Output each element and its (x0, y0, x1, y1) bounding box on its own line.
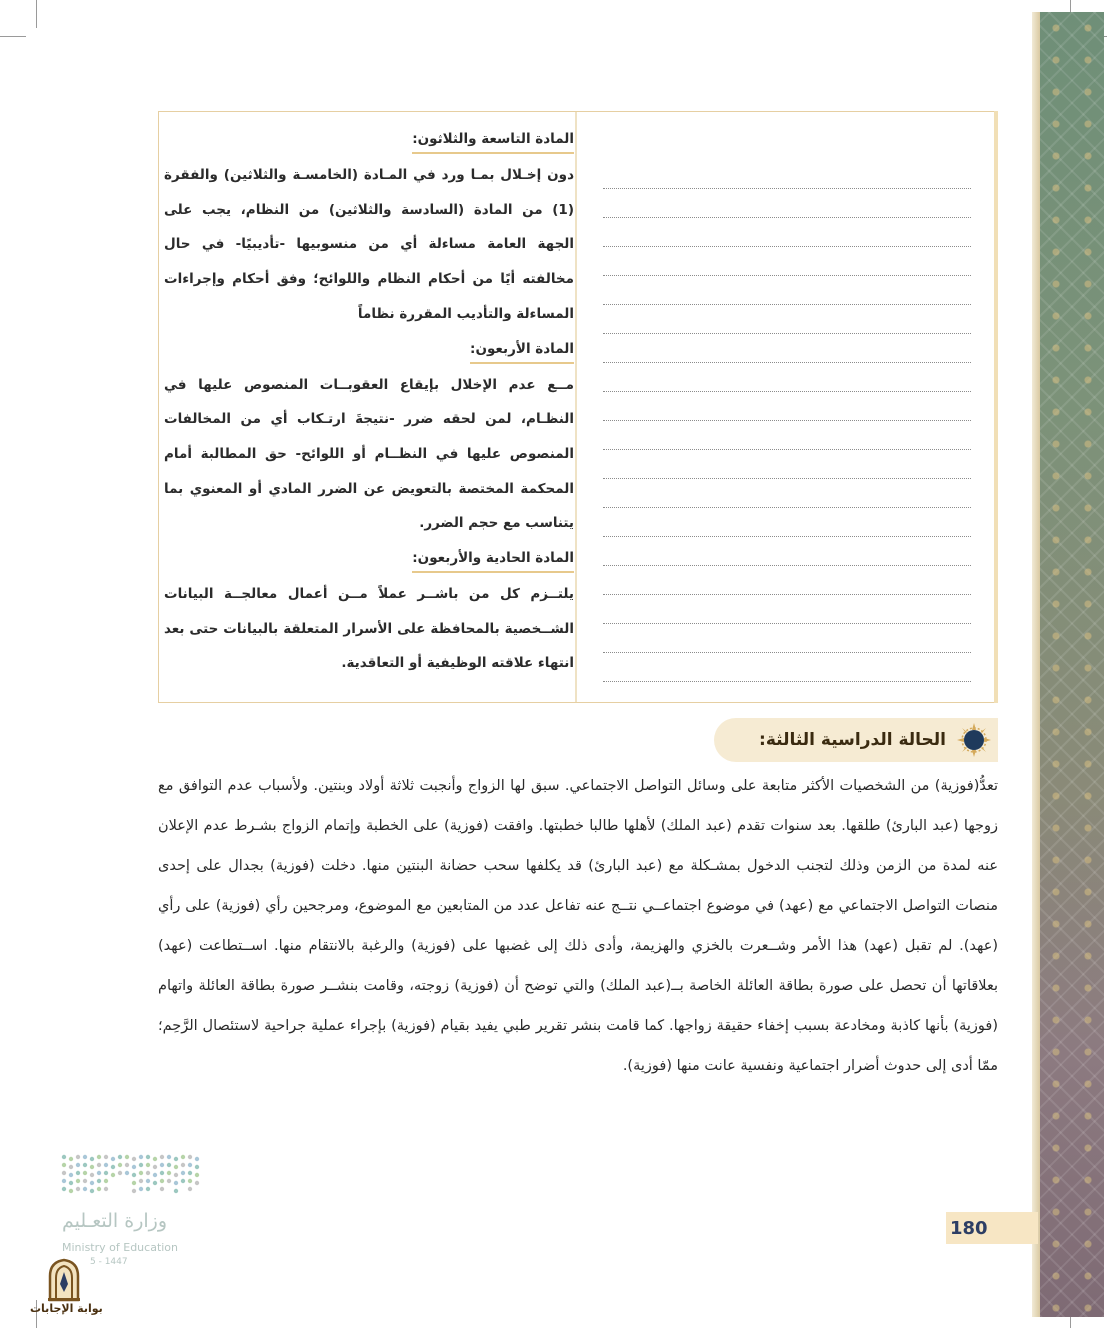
law-articles-box (158, 111, 998, 703)
logo-dot (174, 1189, 178, 1193)
answer-dotted-line[interactable] (603, 537, 971, 566)
logo-dot (90, 1165, 94, 1169)
logo-dot (167, 1179, 171, 1183)
portal-gate-icon (44, 1258, 84, 1302)
logo-dot (83, 1163, 87, 1167)
logo-dot (76, 1171, 80, 1175)
logo-dot (195, 1173, 199, 1177)
logo-dot (188, 1155, 192, 1159)
logo-dot (76, 1155, 80, 1159)
logo-dot (90, 1189, 94, 1193)
logo-dot (76, 1187, 80, 1191)
logo-dot (132, 1157, 136, 1161)
answer-dotted-line[interactable] (603, 508, 971, 537)
crop-mark (0, 36, 26, 37)
logo-dot (132, 1165, 136, 1169)
logo-dot (90, 1181, 94, 1185)
answer-dotted-line[interactable] (603, 653, 971, 682)
logo-dot (153, 1173, 157, 1177)
page-number-box (946, 1212, 1038, 1244)
answer-dotted-line[interactable] (603, 247, 971, 276)
logo-dot (97, 1187, 101, 1191)
article-39-text: دون إخـلال بمـا ورد في المـادة (الخامسـة والثلاثين) والفقرة (1) من المادة (السادسة والثلاثين) من النظام، يجب على الجهة العامة مساءلة أي من منسوبيها -تأديبيًا- في حال مخالفته أيًا من أحكام النظام واللوائح؛ وفق أحكام وإجراءات المساءلة والتأديب المقررة نظاماً (164, 167, 574, 322)
logo-dot (188, 1187, 192, 1191)
logo-dot (62, 1171, 66, 1175)
logo-dot (118, 1155, 122, 1159)
logo-dot (139, 1171, 143, 1175)
logo-dot (181, 1171, 185, 1175)
logo-dot (111, 1165, 115, 1169)
logo-dot (97, 1155, 101, 1159)
logo-dot (69, 1181, 73, 1185)
logo-dot (160, 1163, 164, 1167)
logo-dot (174, 1181, 178, 1185)
case-study-body: تعدُّ(فوزية) من الشخصيات الأكثر متابعة على وسائل التواصل الاجتماعي. سبق لها الزواج وأنجبت ثلاثة أولاد وبنتين. ولأسباب عدم التوافق مع زوجها (عبد البارئ) طلقها. بعد سنوات تقدم (عبد الملك) لأهلها طالبا خطبتها. وافقت (فوزية) على الخطبة وإتمام الزواج بشـرط عدم الإعلان عنه لمدة من الزمن وذلك لتجنب الدخول بمشـكلة مع (عبد البارئ) قد يكلفها سحب حضانة البنتين منها. دخلت (فوزية) بجدال على إحدى منصات التواصل الاجتماعي مع (عهد) في موضوع اجتماعــي نتــج عنه تفاعل عدد من المتابعين مع الموضوع، ومرجحين رأي (فوزية) على رأي (عهد). لم تقبل (عهد) هذا الأمر وشــعرت بالخزي والهزيمة، وأدى ذلك إلى غضبها على (فوزية) والرغبة بالانتقام منها. اســتطاعت (عهد) بعلاقاتها أن تحصل على صورة بطاقة العائلة الخاصة بــ(عبد الملك) والتي توضح أن (فوزية) زوجته، وقامت بنشــر صورة بطاقة العائلة واتهام (فوزية) بأنها كاذبة ومخادعة بسبب إخفاء حقيقة زواجها. كما قامت بنشر تقرير طبي يفيد بقيام (فوزية) بإجراء عملية جراحية لاستئصال الرَّحِم؛ ممّا أدى إلى حدوث أضرار اجتماعية ونفسية عانت منها (فوزية). (158, 778, 998, 1074)
column-separator (575, 112, 577, 702)
logo-dot (111, 1173, 115, 1177)
logo-dot (153, 1181, 157, 1185)
logo-dot (118, 1163, 122, 1167)
logo-dot (160, 1187, 164, 1191)
logo-dot (83, 1179, 87, 1183)
ministry-name-arabic: وزارة التعـليم (62, 1210, 168, 1232)
logo-dot (146, 1179, 150, 1183)
answer-dotted-line[interactable] (603, 450, 971, 479)
answer-dotted-line[interactable] (603, 624, 971, 653)
logo-dot (69, 1189, 73, 1193)
logo-dot (146, 1155, 150, 1159)
logo-dot (160, 1155, 164, 1159)
logo-dot (139, 1163, 143, 1167)
answer-dotted-line[interactable] (603, 189, 971, 218)
article-39-heading: المادة التاسعة والثلاثون: (412, 126, 574, 154)
sun-badge-icon (956, 722, 992, 758)
answer-dotted-line[interactable] (603, 334, 971, 363)
logo-dot (132, 1173, 136, 1177)
logo-dot (118, 1171, 122, 1175)
logo-dot (132, 1189, 136, 1193)
box-accent-bar (994, 111, 998, 703)
article-41-heading: المادة الحادية والأربعون: (412, 545, 574, 573)
decorative-edge (1032, 12, 1040, 1317)
logo-dot (146, 1171, 150, 1175)
logo-dot (195, 1181, 199, 1185)
answer-dotted-line[interactable] (603, 479, 971, 508)
answer-dotted-line[interactable] (603, 363, 971, 392)
logo-dot (125, 1163, 129, 1167)
logo-dot (62, 1187, 66, 1191)
logo-dot (153, 1157, 157, 1161)
logo-dot (104, 1163, 108, 1167)
logo-dot (69, 1173, 73, 1177)
logo-dot (146, 1163, 150, 1167)
answer-dotted-line[interactable] (603, 421, 971, 450)
answer-dotted-line[interactable] (603, 218, 971, 247)
logo-dot (195, 1157, 199, 1161)
case-study-header (714, 718, 998, 762)
logo-dot (195, 1165, 199, 1169)
answer-dotted-line[interactable] (603, 566, 971, 595)
logo-dot (90, 1157, 94, 1161)
logo-dot (132, 1181, 136, 1185)
logo-dot (167, 1155, 171, 1159)
logo-dot (181, 1179, 185, 1183)
logo-dot (97, 1171, 101, 1175)
answer-dotted-line[interactable] (603, 276, 971, 305)
portal-label: بوابة الإجابات (30, 1302, 103, 1315)
ministry-year: 5 - 1447 (90, 1257, 128, 1267)
logo-dot (104, 1155, 108, 1159)
logo-dot (174, 1173, 178, 1177)
answer-dotted-line[interactable] (603, 160, 971, 189)
answer-dotted-line[interactable] (603, 392, 971, 421)
answer-dotted-line[interactable] (603, 595, 971, 624)
logo-dot (167, 1171, 171, 1175)
logo-dot (69, 1157, 73, 1161)
logo-dot (69, 1165, 73, 1169)
logo-dot (174, 1157, 178, 1161)
logo-dot (146, 1187, 150, 1191)
logo-dot (174, 1165, 178, 1169)
logo-dot (167, 1163, 171, 1167)
ministry-logo-dots-icon (60, 1152, 200, 1200)
logo-dot (104, 1179, 108, 1183)
decorative-pattern-strip (1040, 12, 1104, 1317)
logo-dot (62, 1155, 66, 1159)
logo-dot (160, 1179, 164, 1183)
answer-lines[interactable] (603, 160, 971, 682)
logo-dot (188, 1163, 192, 1167)
logo-dot (62, 1163, 66, 1167)
case-study-title: الحالة الدراسية الثالثة: (759, 730, 946, 750)
logo-dot (83, 1171, 87, 1175)
logo-dot (139, 1155, 143, 1159)
logo-dot (188, 1179, 192, 1183)
logo-dot (153, 1165, 157, 1169)
logo-dot (97, 1163, 101, 1167)
law-text-column (164, 122, 574, 681)
page-number: 180 (950, 1217, 988, 1239)
logo-dot (62, 1179, 66, 1183)
logo-dot (125, 1155, 129, 1159)
ministry-name-english: Ministry of Education (62, 1241, 179, 1254)
crop-mark (36, 0, 37, 28)
logo-dot (76, 1179, 80, 1183)
logo-dot (188, 1171, 192, 1175)
answer-dotted-line[interactable] (603, 305, 971, 334)
logo-dot (125, 1171, 129, 1175)
logo-dot (83, 1187, 87, 1191)
logo-dot (90, 1173, 94, 1177)
logo-dot (139, 1187, 143, 1191)
article-40-heading: المادة الأربعون: (470, 336, 574, 364)
logo-dot (104, 1187, 108, 1191)
logo-dot (181, 1163, 185, 1167)
logo-dot (160, 1171, 164, 1175)
logo-dot (181, 1155, 185, 1159)
logo-dot (76, 1163, 80, 1167)
article-41-text: يلتــزم كل من باشــر عملاً مــن أعمال معالجــة البيانات الشــخصية بالمحافظة على الأسرار المتعلقة بالبيانات حتى بعد انتهاء علاقته الوظيفية أو التعاقدية. (164, 586, 574, 672)
logo-dot (97, 1179, 101, 1183)
logo-dot (104, 1171, 108, 1175)
logo-dot (83, 1155, 87, 1159)
logo-dot (139, 1179, 143, 1183)
article-40-text: مــع عدم الإخلال بإيقاع العقوبــات المنصوص عليها في النظـام، لمن لحقه ضرر -نتيجةَ ارتـكاب أي من المخالفات المنصوص عليها في النظــام أو اللوائح- حق المطالبة أمام المحكمة المختصة بالتعويض عن الضرر المادي أو المعنوي بما يتناسب مع حجم الضرر. (164, 376, 574, 532)
logo-dot (111, 1157, 115, 1161)
